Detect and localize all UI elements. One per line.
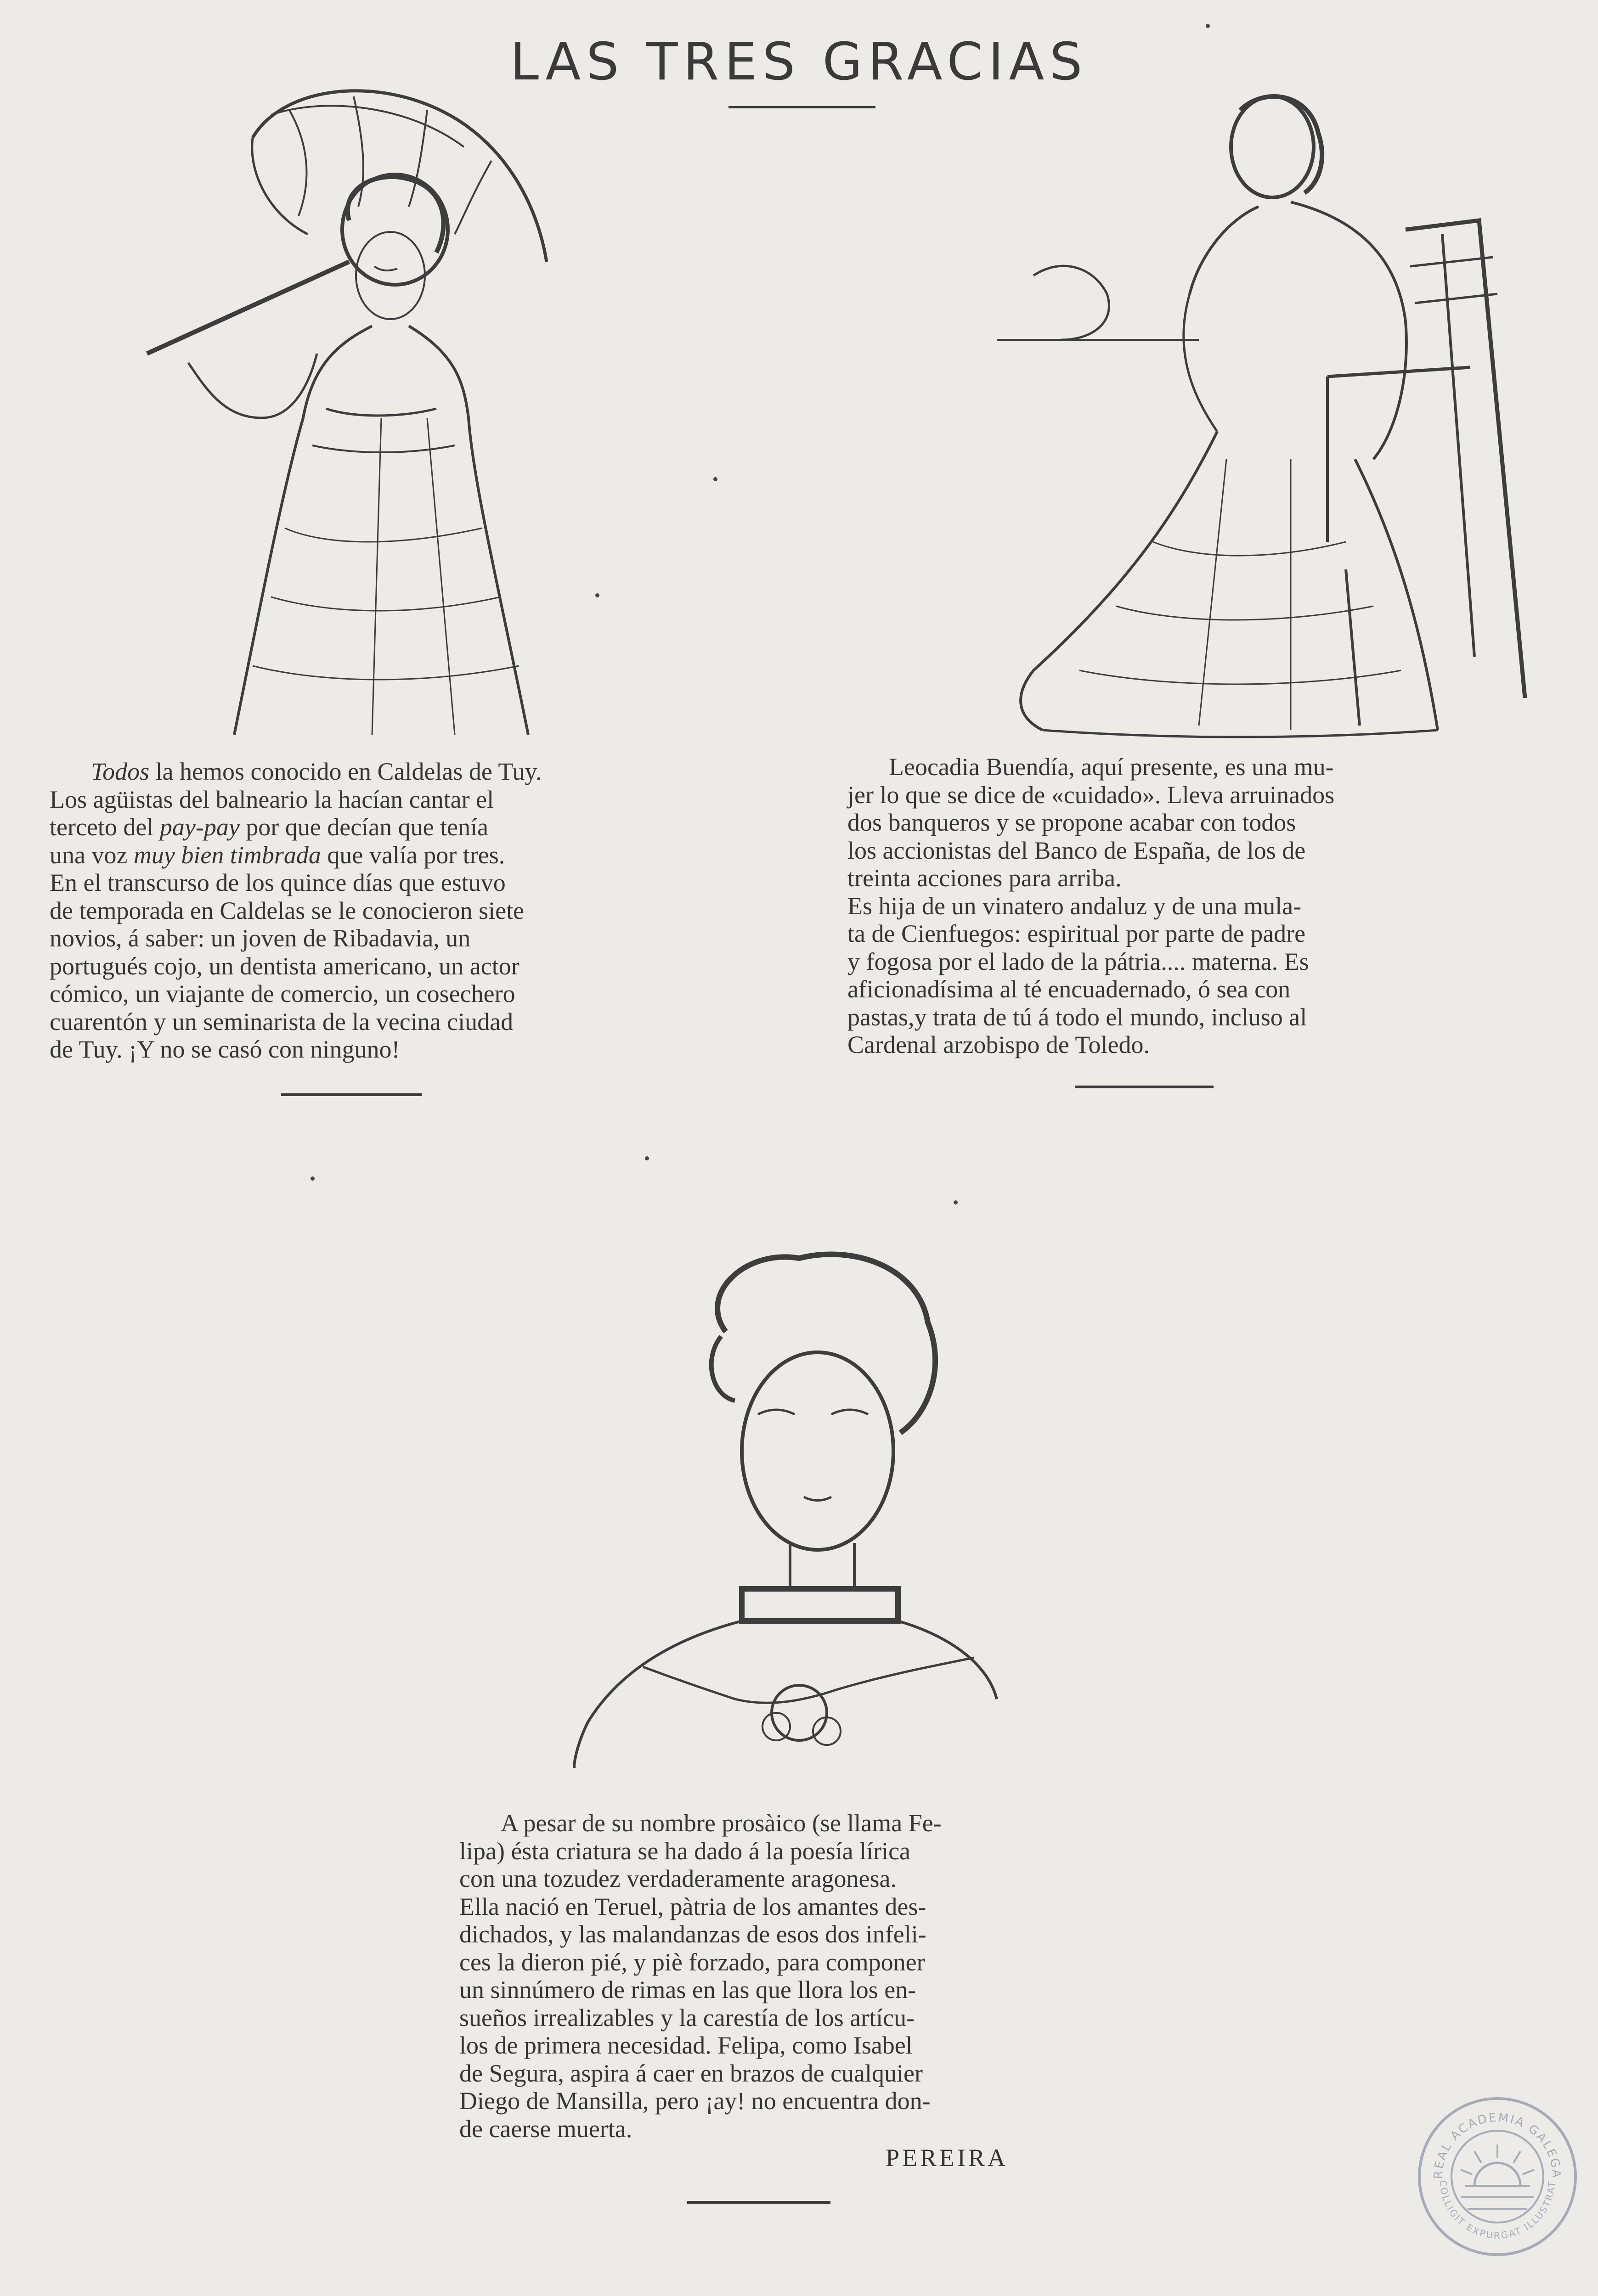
- text-line-segment: los accionistas del Banco de España, de los de: [847, 836, 1306, 864]
- section-2-text: [847, 753, 1449, 1059]
- text-line-segment: Todos: [91, 758, 150, 785]
- text-line-segment: de Segura, aspira á caer en brazos de cualquier: [459, 2059, 923, 2087]
- text-line-segment: y fogosa por el lado de la pátria.... materna. Es: [847, 947, 1309, 975]
- text-line-segment: portugués cojo, un dentista americano, un actor: [50, 952, 519, 980]
- text-line-segment: muy bien timbrada: [133, 841, 321, 869]
- title-divider: [728, 106, 875, 108]
- illustration-portrait-bust: [560, 1240, 1011, 1773]
- paper-speck: [311, 1176, 315, 1181]
- paper-speck: [1206, 24, 1210, 28]
- text-line-segment: la hemos conocido en Caldelas de Tuy.: [149, 758, 542, 785]
- text-line-segment: novios, á saber: un joven de Ribadavia, un: [50, 924, 471, 952]
- text-line-segment: Es hija de un vinatero andaluz y de una mula-: [847, 892, 1302, 920]
- text-line-segment: Los agüistas del balneario la hacían cantar el: [50, 785, 494, 813]
- paper-speck: [713, 477, 717, 481]
- text-line-segment: de temporada en Caldelas se le conocieron siete: [50, 896, 525, 924]
- signature: PEREIRA: [886, 2144, 1009, 2172]
- section-3-lines: [459, 1809, 1061, 2143]
- section-3-text: [459, 1809, 1061, 2143]
- paper-speck: [595, 593, 599, 597]
- text-line-segment: de Tuy. ¡Y no se casó con ninguno!: [50, 1035, 400, 1063]
- text-line-segment: que valía por tres.: [321, 841, 505, 869]
- page-title: LAS TRES GRACIAS: [510, 32, 1088, 92]
- text-line-segment: Cardenal arzobispo de Toledo.: [847, 1031, 1150, 1058]
- text-line-segment: terceto del: [50, 813, 160, 841]
- text-line-segment: En el transcurso de los quince días que estuvo: [50, 869, 506, 896]
- section-1-lines: [50, 758, 649, 1064]
- text-line-segment: un sinnúmero de rimas en las que llora los en-: [459, 1976, 916, 2003]
- text-line-segment: de caerse muerta.: [459, 2115, 632, 2143]
- section2-paragraph: [847, 753, 1449, 1059]
- section-1-divider: [281, 1093, 422, 1096]
- text-line-segment: cuarentón y un seminarista de la vecina ciudad: [50, 1007, 514, 1035]
- text-line-segment: Diego de Mansilla, pero ¡ay! no encuentra don-: [459, 2087, 931, 2115]
- text-line-segment: aficionadísima al té encuadernado, ó sea con: [847, 975, 1291, 1003]
- text-line-segment: pay-pay: [159, 813, 240, 841]
- section-2-lines: [847, 753, 1449, 1059]
- text-line-segment: una voz: [50, 841, 134, 869]
- section1-paragraph: [50, 758, 649, 1064]
- text-line-segment: los de primera necesidad. Felipa, como Isabel: [459, 2032, 913, 2059]
- text-line-segment: sueños irrealizables y la carestía de los artícu-: [459, 2003, 915, 2032]
- section3-paragraph: [459, 1809, 1061, 2143]
- illustration-lady-parasol: [133, 69, 675, 739]
- text-line-segment: pastas,y trata de tú á todo el mundo, incluso al: [847, 1003, 1307, 1031]
- paper-speck: [954, 1200, 958, 1204]
- text-line-segment: Leocadia Buendía, aquí presente, es una mu-: [889, 753, 1334, 781]
- text-line-segment: ta de Cienfuegos: espiritual por parte de padre: [847, 920, 1306, 947]
- text-line-segment: lipa) ésta criatura se ha dado á la poesía lírica: [459, 1837, 911, 1865]
- text-line-segment: ces la dieron pié, y piè forzado, para componer: [459, 1948, 925, 1976]
- section-1-text: [50, 758, 649, 1064]
- text-line-segment: dos banqueros y se propone acabar con todos: [847, 809, 1296, 836]
- section-2-divider: [1075, 1086, 1214, 1088]
- text-line-segment: Ella nació en Teruel, pàtria de los amantes des-: [459, 1892, 926, 1920]
- academy-seal-stamp: [1415, 2094, 1580, 2259]
- svg-text:COLLIGIT EXPURGAT ILLUSTRAT: [1438, 2180, 1557, 2241]
- text-line-segment: dichados, y las malandanzas de esos dos infeli-: [459, 1920, 926, 1948]
- text-line-segment: por que decían que tenía: [239, 813, 489, 841]
- text-line-segment: jer lo que se dice de «cuidado». Lleva arruinados: [847, 781, 1335, 809]
- text-line-segment: treinta acciones para arriba.: [847, 864, 1122, 892]
- text-line-segment: con una tozudez verdaderamente aragonesa.: [459, 1865, 897, 1892]
- paper-speck: [645, 1156, 649, 1160]
- seal-text-top: REAL ACADEMIA GALEGA: [1431, 2110, 1564, 2179]
- section-3-divider: [687, 2201, 830, 2204]
- illustration-seated-lady: [942, 83, 1548, 744]
- text-line-segment: cómico, un viajante de comercio, un cosechero: [50, 980, 515, 1007]
- seal-text-bottom: COLLIGIT EXPURGAT ILLUSTRAT: [1437, 2180, 1558, 2241]
- text-line-segment: A pesar de su nombre prosàico (se llama Fe-: [501, 1809, 942, 1837]
